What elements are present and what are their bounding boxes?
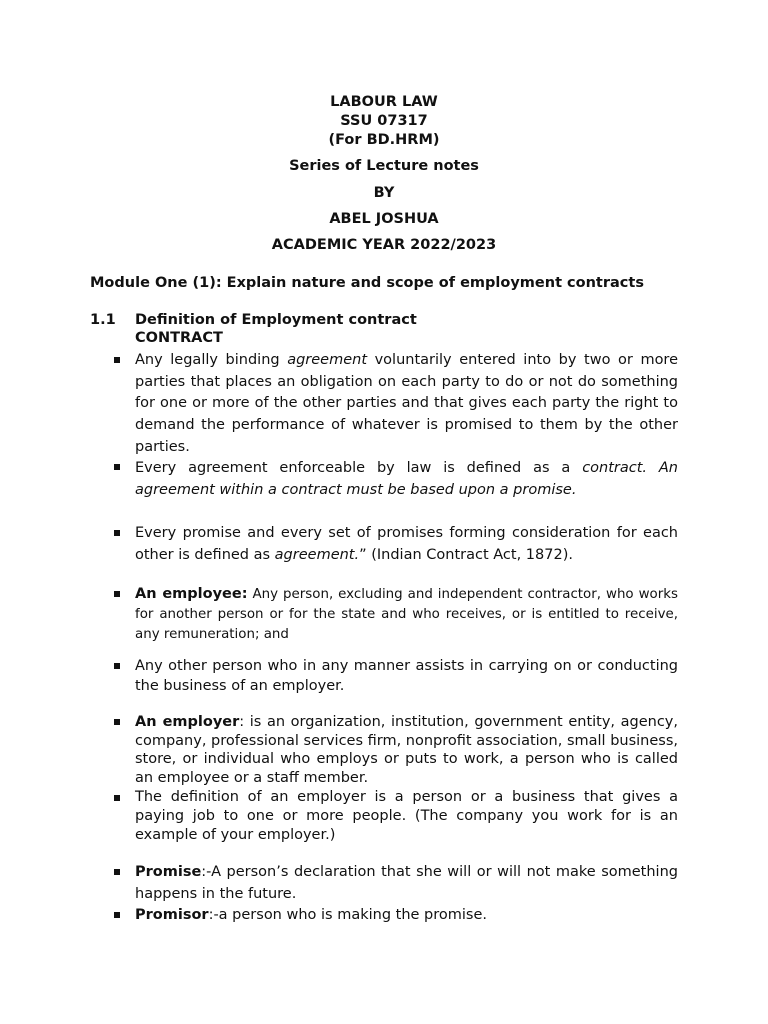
bullet-contract-definition: Any legally binding agreement voluntarily entered into by two or more parties that places an obligation on each party to do or not do something for one or more of the other parties and that gives each party the right to demand the performance of whatever is promised to them by the other parties. <box>135 352 679 455</box>
section-number: 1.1 <box>90 312 116 328</box>
course-code: SSU 07317 <box>340 113 428 129</box>
module-heading: Module One (1): Explain nature and scope of employment contracts <box>90 275 644 291</box>
author-name: ABEL JOSHUA <box>329 211 439 227</box>
bullet-marker <box>114 591 120 597</box>
bullet-employee-definition: An employee: Any person, excluding and independent contractor, who works for another person or for the state and who receives, or is entitled to receive, any remuneration; and <box>135 586 678 642</box>
section-subtitle: CONTRACT <box>135 330 223 346</box>
series-label: Series of Lecture notes <box>289 158 479 174</box>
by-label: BY <box>373 185 395 201</box>
bullet-marker <box>114 869 120 875</box>
bullet-marker <box>114 912 120 918</box>
bullet-agreement-definition: Every promise and every set of promises forming consideration for each other is defined as agreement.” (Indian Contract Act, 1872). <box>135 525 678 563</box>
bullet-marker <box>114 719 120 725</box>
bullet-other-person: Any other person who in any manner assists in carrying on or conducting the business of an employer. <box>135 658 678 694</box>
bullet-promise-definition: Promise:-A person’s declaration that she will or will not make something happens in the future. <box>135 864 678 902</box>
bullet-employer-paying-job: The definition of an employer is a person or a business that gives a paying job to one or more people. (The company you work for is an example of your employer.) <box>135 789 678 843</box>
bullet-marker <box>114 663 120 669</box>
section-title: Definition of Employment contract <box>135 312 417 328</box>
bullet-contract-enforceable: Every agreement enforceable by law is defined as a contract. An agreement within a contract must be based upon a promise. <box>135 460 678 498</box>
course-title: LABOUR LAW <box>330 94 438 110</box>
bullet-marker <box>114 795 120 801</box>
bullet-marker <box>114 464 120 470</box>
program-label: (For BD.HRM) <box>328 132 440 148</box>
bullet-employer-definition: An employer: is an organization, institution, government entity, agency, company, professional services firm, nonprofit association, small business, store, or individual who employs or puts to work, a person who is called an employee or a staff member. <box>135 714 678 787</box>
bullet-marker <box>114 530 120 536</box>
bullet-promisor-definition: Promisor:-a person who is making the promise. <box>135 907 488 923</box>
bullet-marker <box>114 357 120 363</box>
academic-year: ACADEMIC YEAR 2022/2023 <box>271 237 497 253</box>
